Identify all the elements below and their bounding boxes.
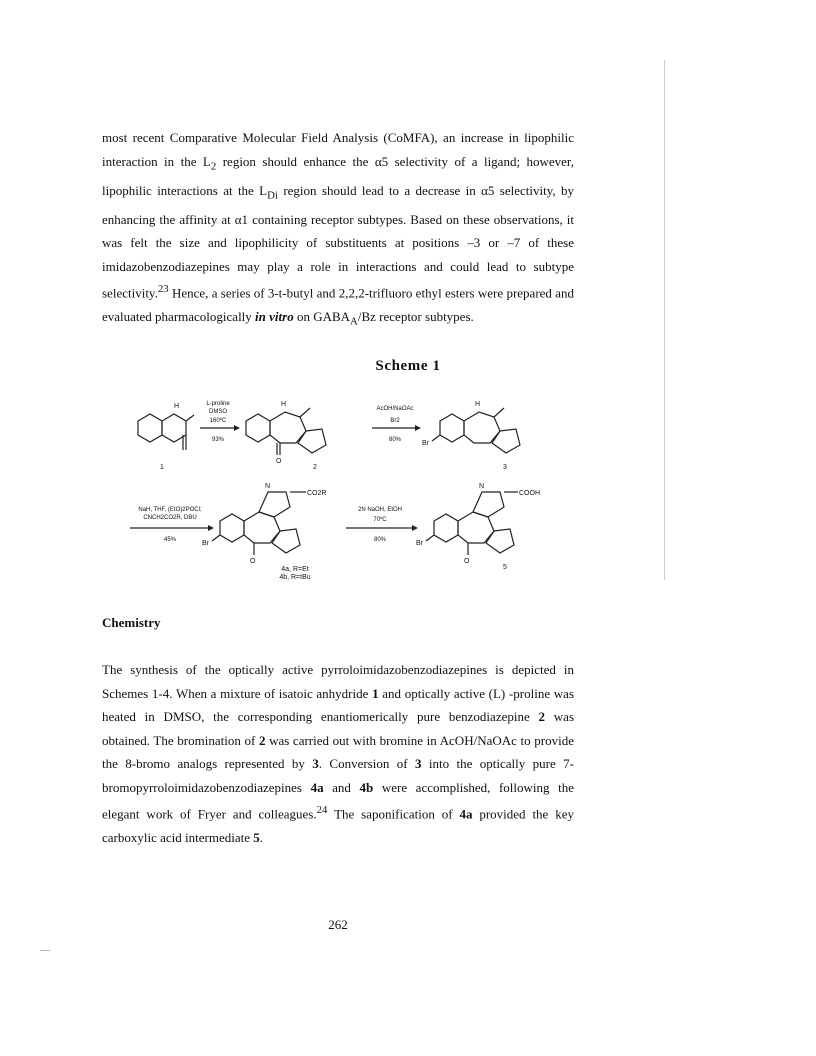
reaction-scheme <box>110 385 570 605</box>
atom-label-br-5: Br <box>416 540 423 547</box>
scan-artifact <box>664 60 665 580</box>
page-number: 262 <box>328 917 348 932</box>
subscript-a: A <box>350 315 358 328</box>
step3-reagent2: CNCH2CO2R, DBU <box>143 515 197 521</box>
step4-reagent1: 2N NaOH, EtOH <box>357 507 403 513</box>
compound-ref: 2 <box>538 709 546 724</box>
compound-ref: 4a <box>310 779 324 795</box>
compound-ref: 2 <box>258 732 266 748</box>
atom-label-br-4: Br <box>202 540 209 547</box>
step2-reagent2: Br2 <box>390 418 400 424</box>
paragraph-synthesis <box>102 658 574 849</box>
text: Hence, a series of 3-t-butyl and 2,2,2-trifluoro ethyl esters were prepared and evaluated pharmacologically <box>102 285 574 325</box>
compound-ref: 4a <box>459 806 473 822</box>
text: and <box>323 779 360 795</box>
text: provided the key carboxylic acid intermediate <box>102 806 574 845</box>
atom-label-n-4: N <box>265 483 271 490</box>
step2-yield: 80% <box>388 437 402 443</box>
compound-1-structure <box>138 414 194 450</box>
step3-yield: 45% <box>163 537 177 543</box>
step1-reagent2: DMSO <box>209 409 227 415</box>
atom-label-h-2: H <box>281 401 287 408</box>
section-heading-chemistry: Chemistry <box>102 615 161 630</box>
text: was obtained. The bromination of <box>102 709 574 748</box>
compound-3-structure <box>432 408 520 453</box>
text: /Bz receptor subtypes. <box>357 309 474 325</box>
step1-yield: 93% <box>211 437 225 443</box>
atom-label-h-1: H <box>174 403 180 410</box>
compound-4a-label: 4a, R=Et <box>281 566 309 573</box>
step1-conditions: 160ºC <box>209 418 227 424</box>
atom-label-o-4: O <box>250 558 256 565</box>
citation-24: 24 <box>316 804 328 816</box>
text: region should enhance the α5 selectivity of a ligand; however, lipophilic interactions at the L <box>102 153 574 198</box>
text: and optically active (L) -proline was heated in DMSO, the corresponding enantiomerically pure benzodiazepine <box>102 685 575 724</box>
step4-conditions: 70ºC <box>373 517 387 523</box>
atom-label-h-3: H <box>475 401 481 408</box>
compound-4b-label: 4b, R=tBu <box>279 574 311 581</box>
ester-group-label: CO2R <box>307 490 327 497</box>
text: region should lead to a decrease in α5 selectivity, by enhancing the affinity at α1 containing receptor subtypes. Based on these observations, it was felt the size and lipophilicity of substituents at positions –3 or –7 of these imidazobenzodiazepines may play a role in interactions and could lead to subtype selectivity. <box>102 182 574 301</box>
compound-ref: 5 <box>253 829 260 845</box>
scheme-title: Scheme 1 <box>375 358 441 374</box>
citation-23: 23 <box>157 283 169 296</box>
subscript-l2: 2 <box>210 160 217 173</box>
compound-ref: 1 <box>372 685 379 701</box>
step3-reagent1: NaH, THF, (EtO)2POCl; <box>138 507 202 513</box>
compound-ref: 3 <box>414 756 422 771</box>
subscript-ldi: Di <box>267 189 278 202</box>
compound-2-label: 2 <box>313 464 317 471</box>
atom-label-o-5: O <box>464 558 470 565</box>
compound-3-label: 3 <box>503 464 507 471</box>
atom-label-n-5: N <box>479 483 485 490</box>
compound-1-label: 1 <box>160 464 164 471</box>
emphasis-in-vitro: in vitro <box>255 309 294 325</box>
step1-reagent1: L-proline <box>206 401 230 407</box>
scan-artifact <box>40 950 50 951</box>
text: . Conversion of <box>318 756 415 771</box>
atom-label-o-2: O <box>276 458 282 465</box>
text: most recent Comparative Molecular Field Analysis (CoMFA), an increase in lipophilic interaction in the L <box>102 130 574 169</box>
compound-5-structure <box>426 492 518 555</box>
step2-reagent1: AcOH/NaOAc <box>376 406 414 412</box>
text: on GABA <box>293 309 351 325</box>
text: into the optically pure 7-bromopyrroloimidazobenzodiazepines <box>102 756 574 795</box>
text: was carried out with bromine in AcOH/NaOAc to provide the 8-bromo analogs represented by <box>102 732 575 771</box>
compound-4-structure <box>212 492 306 555</box>
text: were accomplished, following the elegant work of Fryer and colleagues. <box>102 779 574 822</box>
paragraph-comfa <box>102 126 574 334</box>
text: The saponification of <box>327 806 460 822</box>
compound-2-structure <box>246 408 326 455</box>
compound-ref: 4b <box>359 779 374 795</box>
text: The synthesis of the optically active pyrroloimidazobenzodiazepines is depicted in Schemes 1-4. When a mixture of isatoic anhydride <box>102 662 574 701</box>
compound-5-label: 5 <box>503 564 507 571</box>
acid-group-label: COOH <box>519 490 540 497</box>
step4-yield: 80% <box>373 537 387 543</box>
atom-label-br-3: Br <box>422 440 429 447</box>
text: . <box>259 829 263 845</box>
compound-ref: 3 <box>312 756 319 771</box>
